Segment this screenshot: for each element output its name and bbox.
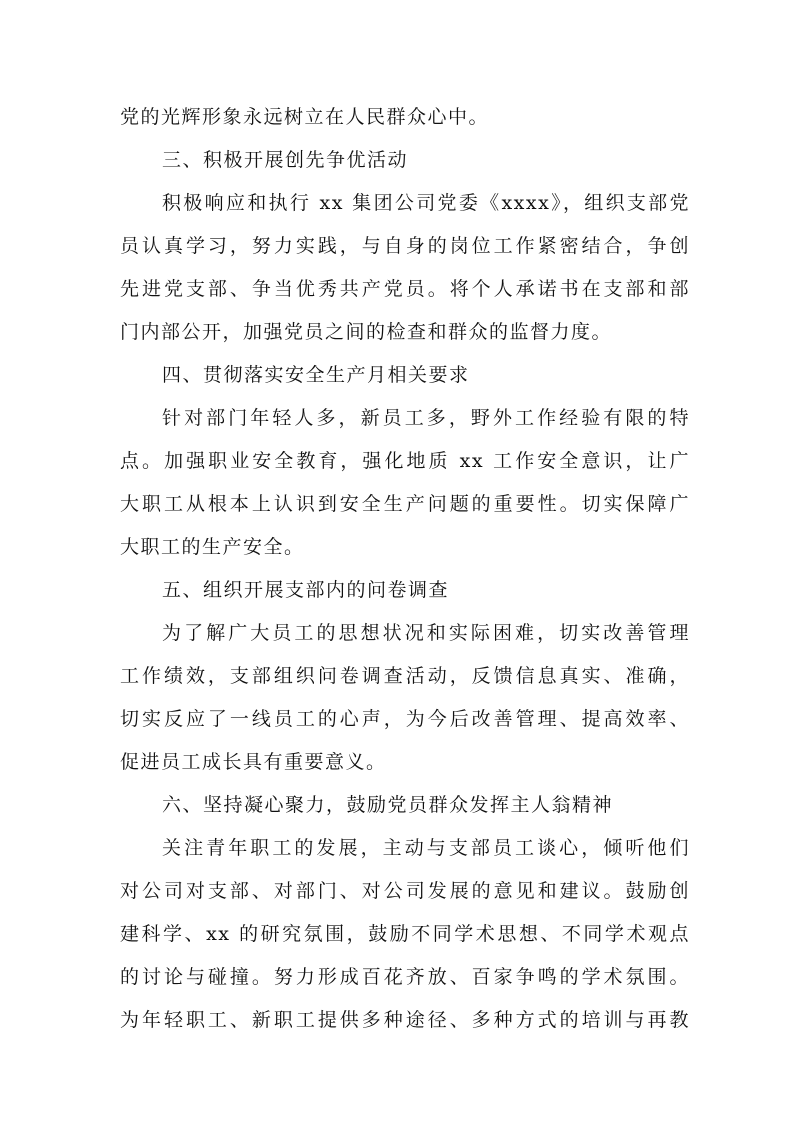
paragraph-line: 工作绩效，支部组织问卷调查活动，反馈信息真实、准确， xyxy=(120,665,690,687)
paragraph-line: 先进党支部、争当优秀共产党员。将个人承诺书在支部和部 xyxy=(120,278,690,300)
paragraph-line: 大职工的生产安全。 xyxy=(120,536,305,558)
paragraph-line: 促进员工成长具有重要意义。 xyxy=(120,751,387,773)
paragraph-line: 员认真学习，努力实践，与自身的岗位工作紧密结合，争创 xyxy=(120,235,690,257)
paragraph-line: 门内部公开，加强党员之间的检查和群众的监督力度。 xyxy=(120,321,613,343)
paragraph-line: 的讨论与碰撞。努力形成百花齐放、百家争鸣的学术氛围。 xyxy=(120,966,690,988)
paragraph-line: 点。加强职业安全教育，强化地质 xx 工作安全意识，让广 xyxy=(120,450,690,472)
section-heading-4: 四、贯彻落实安全生产月相关要求 xyxy=(162,364,470,386)
paragraph-line: 建科学、xx 的研究氛围，鼓励不同学术思想、不同学术观点 xyxy=(120,923,690,945)
paragraph-line: 为了解广大员工的思想状况和实际困难，切实改善管理 xyxy=(162,622,690,644)
section-heading-3: 三、积极开展创先争优活动 xyxy=(162,149,409,171)
paragraph-line: 党的光辉形象永远树立在人民群众心中。 xyxy=(120,106,490,128)
section-heading-5: 五、组织开展支部内的问卷调查 xyxy=(162,579,450,601)
paragraph-line: 对公司对支部、对部门、对公司发展的意见和建议。鼓励创 xyxy=(120,880,690,902)
paragraph-line: 切实反应了一线员工的心声，为今后改善管理、提高效率、 xyxy=(120,708,690,730)
section-heading-6: 六、坚持凝心聚力，鼓励党员群众发挥主人翁精神 xyxy=(162,794,614,816)
paragraph-line: 为年轻职工、新职工提供多种途径、多种方式的培训与再教 xyxy=(120,1009,690,1031)
paragraph-line: 关注青年职工的发展，主动与支部员工谈心，倾听他们 xyxy=(162,837,690,859)
paragraph-line: 大职工从根本上认识到安全生产问题的重要性。切实保障广 xyxy=(120,493,690,515)
paragraph-line: 积极响应和执行 xx 集团公司党委《xxxx》，组织支部党 xyxy=(162,192,690,214)
paragraph-line: 针对部门年轻人多，新员工多，野外工作经验有限的特 xyxy=(162,407,690,429)
